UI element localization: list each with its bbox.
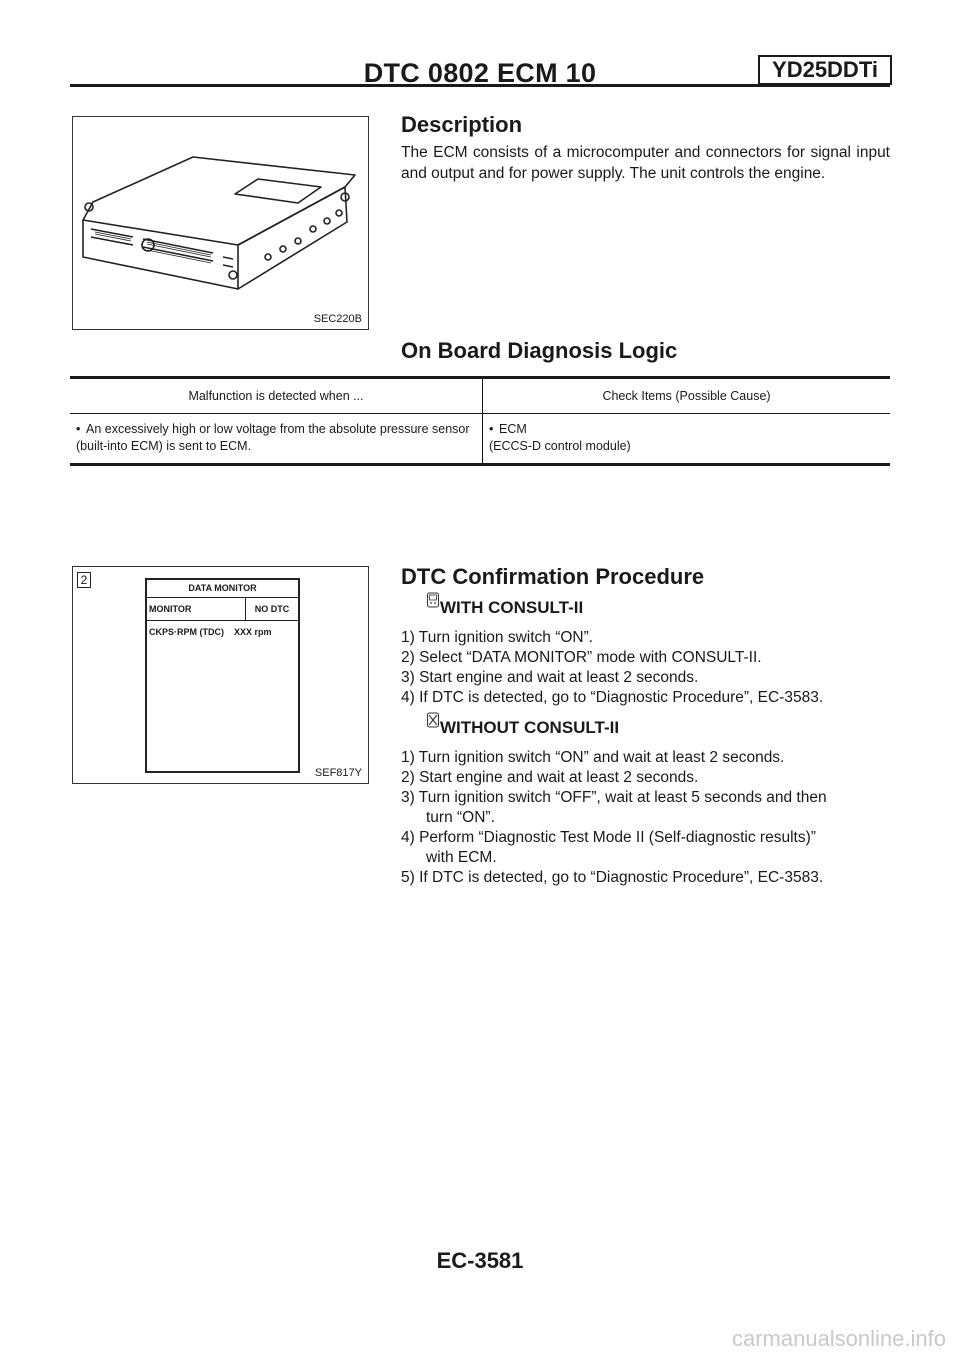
header-rule bbox=[70, 84, 890, 87]
bullet-icon: • bbox=[76, 422, 81, 436]
watermark: carmanualsonline.info bbox=[731, 1326, 946, 1351]
list-item: 3) Turn ignition switch “OFF”, wait at least 5 seconds and then bbox=[401, 789, 827, 806]
monitor-item-row bbox=[147, 621, 298, 637]
list-item: 3) Start engine and wait at least 2 seconds. bbox=[401, 669, 699, 686]
engine-code-badge: YD25DDTi bbox=[758, 55, 892, 85]
monitor-status: NO DTC bbox=[254, 604, 290, 614]
list-item: 5) If DTC is detected, go to “Diagnostic Procedure”, EC-3583. bbox=[401, 869, 824, 886]
with-consult-steps bbox=[401, 628, 890, 708]
table-header-check-items: Check Items (Possible Cause) bbox=[483, 378, 891, 414]
list-item-continuation: with ECM. bbox=[426, 849, 497, 866]
table-row bbox=[70, 414, 890, 465]
monitor-header-row bbox=[147, 598, 298, 621]
description-heading: Description bbox=[401, 112, 523, 137]
step-badge: 2 bbox=[77, 572, 91, 588]
list-item: 4) Perform “Diagnostic Test Mode II (Self-diagnostic results)” bbox=[401, 829, 816, 846]
ecm-drawing bbox=[73, 117, 368, 329]
table-header-malfunction: Malfunction is detected when ... bbox=[70, 378, 483, 414]
list-item: 2) Select “DATA MONITOR” mode with CONSULT-II. bbox=[401, 649, 762, 666]
monitor-title: DATA MONITOR bbox=[147, 580, 298, 598]
without-consult-heading: WITHOUT CONSULT-II bbox=[440, 718, 620, 737]
malfunction-cell bbox=[70, 414, 483, 465]
data-monitor-screen bbox=[145, 578, 300, 773]
page-number: EC-3581 bbox=[436, 1248, 524, 1273]
monitor-item-name: CKPS·RPM (TDC) bbox=[149, 627, 224, 637]
list-item: 2) Start engine and wait at least 2 seconds. bbox=[401, 769, 699, 786]
ecm-illustration bbox=[72, 116, 369, 330]
list-item: 1) Turn ignition switch “ON” and wait at least 2 seconds. bbox=[401, 749, 785, 766]
figure-code: SEC220B bbox=[313, 313, 362, 325]
malfunction-text: An excessively high or low voltage from the absolute pressure sensor (built-into ECM) is sent to ECM. bbox=[76, 422, 470, 453]
list-item-continuation: turn “ON”. bbox=[426, 809, 495, 826]
figure-code: SEF817Y bbox=[314, 767, 362, 779]
dtc-heading: DTC Confirmation Procedure bbox=[401, 564, 705, 589]
monitor-item-value: XXX rpm bbox=[234, 627, 272, 637]
list-item: 1) Turn ignition switch “ON”. bbox=[401, 629, 594, 646]
list-item: 4) If DTC is detected, go to “Diagnostic Procedure”, EC-3583. bbox=[401, 689, 824, 706]
consult-icon bbox=[426, 592, 440, 613]
check-items-cell bbox=[483, 414, 891, 465]
without-consult-steps bbox=[401, 748, 890, 888]
monitor-label: MONITOR bbox=[147, 598, 246, 620]
no-consult-icon bbox=[426, 712, 440, 733]
with-consult-heading: WITH CONSULT-II bbox=[440, 598, 584, 617]
check-item-2: (ECCS-D control module) bbox=[489, 439, 631, 453]
description-text: The ECM consists of a microcomputer and connectors for signal input and output and for power supply. The unit controls the engine. bbox=[401, 144, 890, 182]
diagnosis-table bbox=[70, 376, 890, 466]
bullet-icon: • bbox=[489, 422, 494, 436]
table-header-row bbox=[70, 378, 890, 414]
onboard-heading: On Board Diagnosis Logic bbox=[401, 338, 678, 363]
page-title: DTC 0802 ECM 10 bbox=[363, 58, 597, 88]
check-item-1: ECM bbox=[499, 422, 527, 436]
